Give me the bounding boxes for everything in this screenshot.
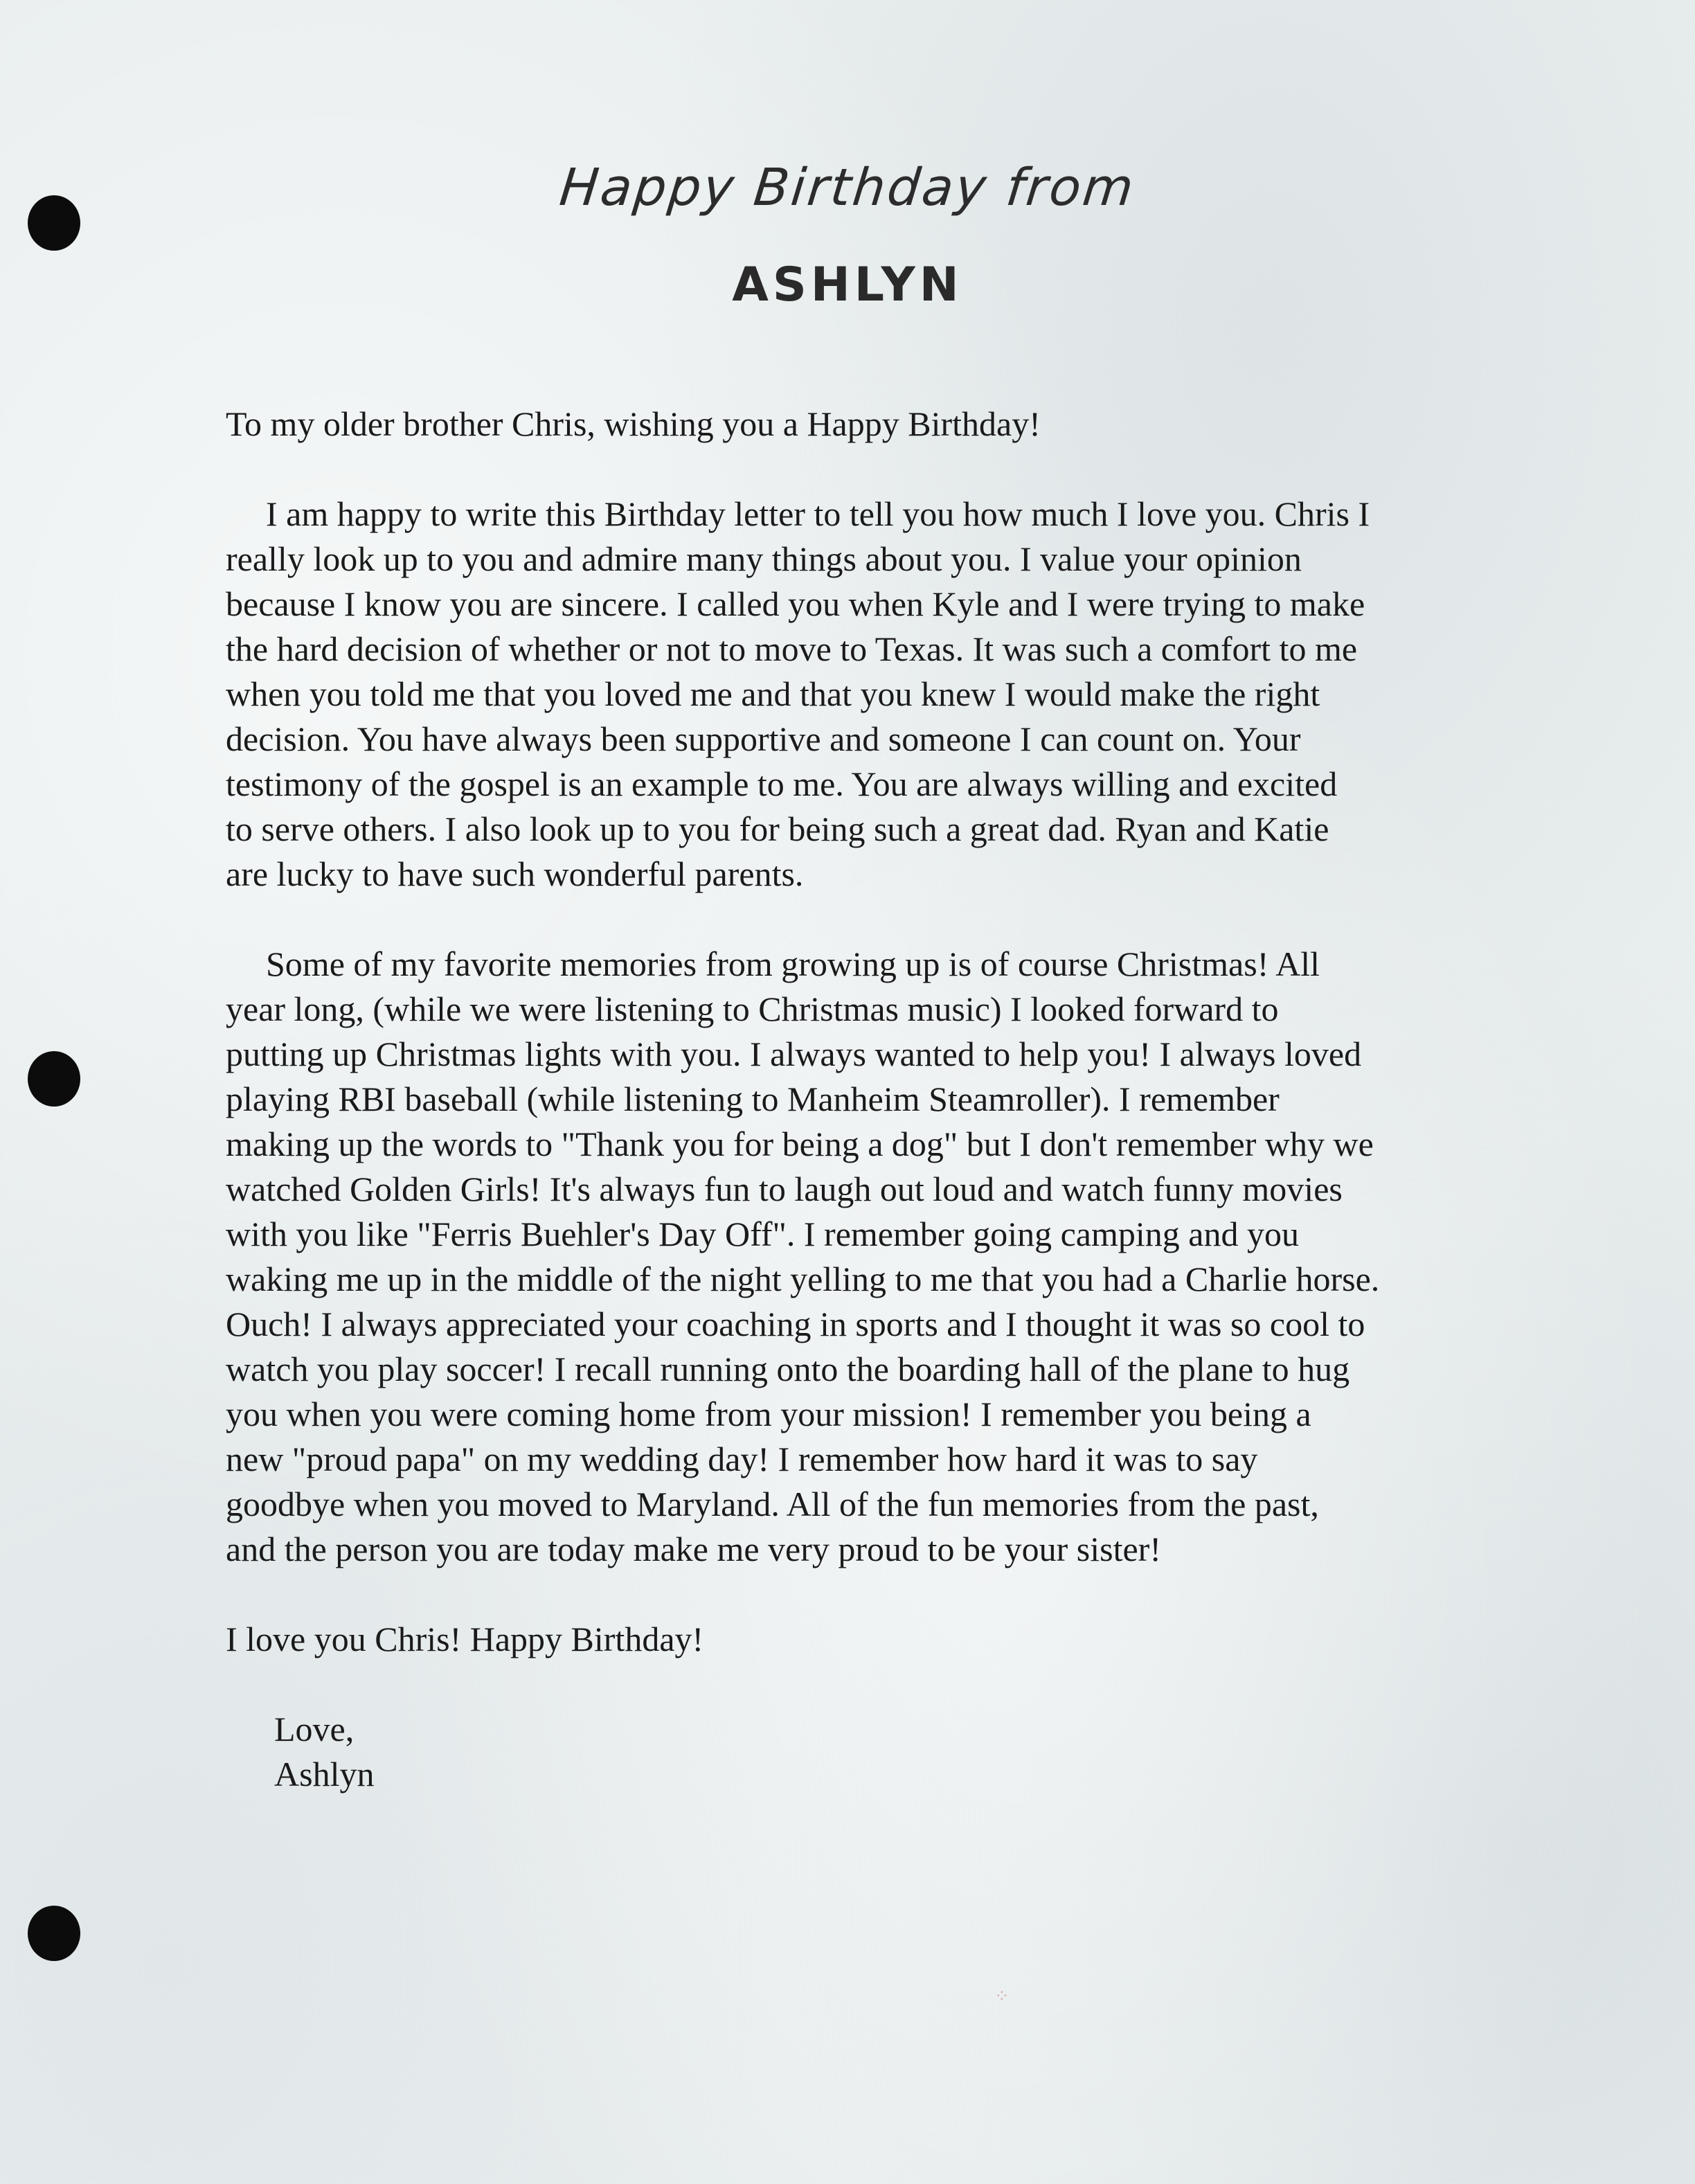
paragraph-line: waking me up in the middle of the night yelling to me that you had a Charlie horse. (226, 1260, 1380, 1298)
paragraph-line: watch you play soccer! I recall running onto the boarding hall of the plane to hug (226, 1350, 1350, 1388)
paragraph-line: new "proud papa" on my wedding day! I remember how hard it was to say (226, 1440, 1258, 1478)
paragraph-line: decision. You have always been supportive and someone I can count on. Your (226, 719, 1301, 758)
paragraph-1 (226, 492, 1541, 897)
binder-hole-bottom (28, 1906, 80, 1961)
paragraph-line: are lucky to have such wonderful parents. (226, 854, 804, 893)
letter-body (226, 402, 1541, 1797)
closing-line: I love you Chris! Happy Birthday! (226, 1620, 704, 1658)
paragraph-2 (226, 942, 1541, 1572)
paragraph-line: and the person you are today make me very proud to be your sister! (226, 1530, 1161, 1568)
paragraph-line: Ouch! I always appreciated your coaching in sports and I thought it was so cool to (226, 1305, 1365, 1343)
paragraph-line: with you like "Ferris Buehler's Day Off". I remember going camping and you (226, 1215, 1299, 1253)
paragraph-line: putting up Christmas lights with you. I always wanted to help you! I always loved (226, 1035, 1362, 1073)
author-name-title: ASHLYN (732, 258, 963, 312)
paper-smudge: ⁘ (994, 1986, 1010, 2007)
signature: Ashlyn (274, 1755, 375, 1793)
paragraph-line: really look up to you and admire many things about you. I value your opinion (226, 539, 1302, 578)
paragraph-line: year long, (while we were listening to Christmas music) I looked forward to (226, 990, 1279, 1028)
paragraph-line: to serve others. I also look up to you for being such a great dad. Ryan and Katie (226, 809, 1329, 848)
paragraph-line: when you told me that you loved me and that you knew I would make the right (226, 674, 1320, 713)
paragraph-line: Some of my favorite memories from growing up is of course Christmas! All (266, 945, 1320, 983)
script-title: Happy Birthday from (557, 158, 1138, 217)
paragraph-line: because I know you are sincere. I called you when Kyle and I were trying to make (226, 584, 1365, 623)
signoff-block (226, 1707, 1541, 1797)
salutation: To my older brother Chris, wishing you a Happy Birthday! (226, 404, 1041, 443)
paragraph-line: you when you were coming home from your mission! I remember you being a (226, 1395, 1311, 1433)
signoff: Love, (274, 1710, 355, 1748)
paragraph-line: testimony of the gospel is an example to me. You are always willing and excited (226, 764, 1338, 803)
paragraph-line: I am happy to write this Birthday letter to tell you how much I love you. Chris I (266, 494, 1370, 533)
paragraph-line: the hard decision of whether or not to move to Texas. It was such a comfort to me (226, 629, 1358, 668)
paragraph-line: making up the words to "Thank you for being a dog" but I don't remember why we (226, 1125, 1374, 1163)
paragraph-line: goodbye when you moved to Maryland. All of the fun memories from the past, (226, 1485, 1319, 1523)
paragraph-line: watched Golden Girls! It's always fun to laugh out loud and watch funny movies (226, 1170, 1343, 1208)
binder-hole-middle (28, 1051, 80, 1107)
paragraph-line: playing RBI baseball (while listening to Manheim Steamroller). I remember (226, 1080, 1280, 1118)
